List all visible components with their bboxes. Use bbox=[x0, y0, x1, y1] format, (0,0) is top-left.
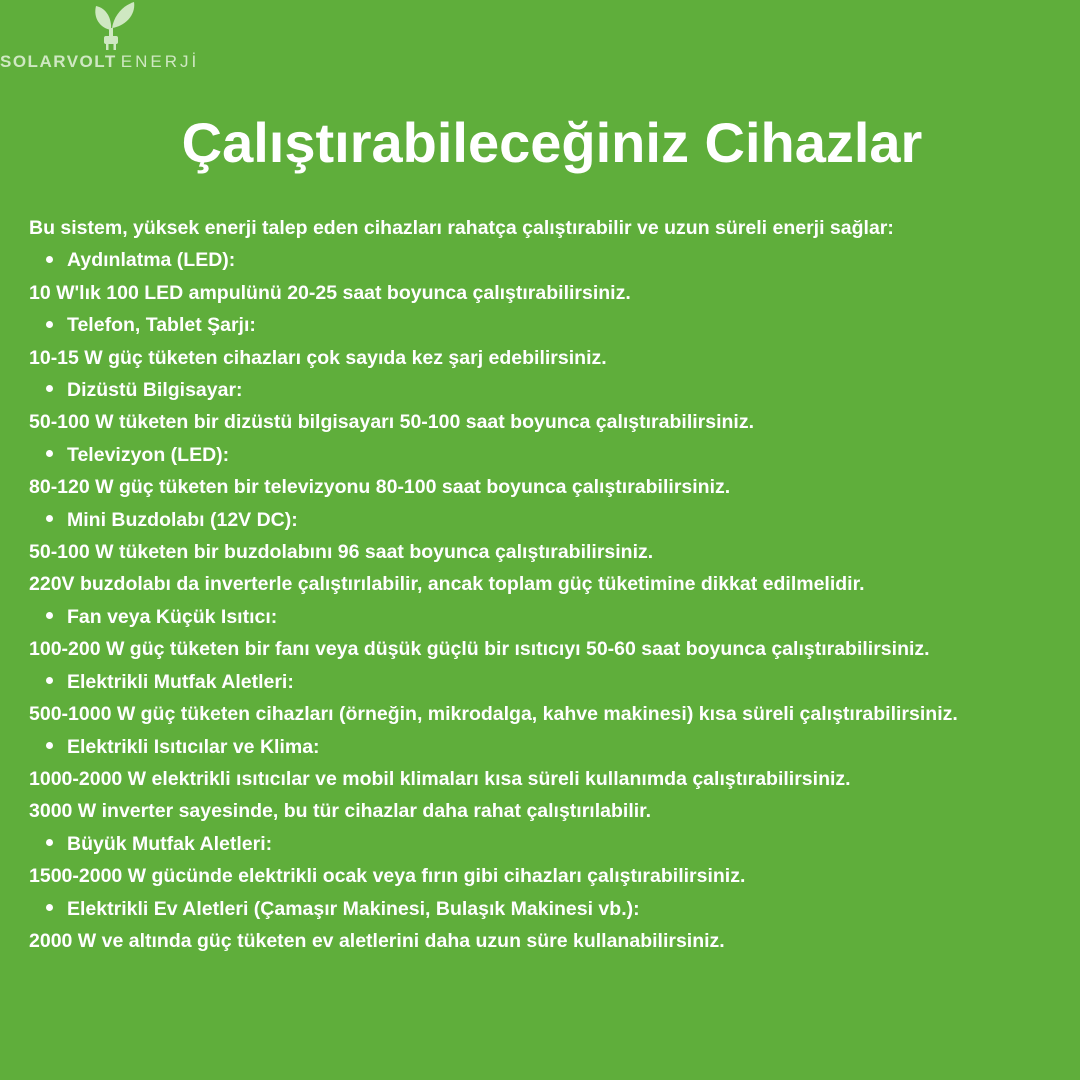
item-heading-text: Elektrikli Ev Aletleri (Çamaşır Makinesi, Bulaşık Makinesi vb.): bbox=[67, 897, 640, 920]
bullet-dot bbox=[46, 677, 53, 684]
item-description: 50-100 W tüketen bir buzdolabını 96 saat boyunca çalıştırabilirsiniz. bbox=[29, 541, 654, 564]
list-item-heading bbox=[29, 244, 1074, 276]
item-description: 100-200 W güç tüketen bir fanı veya düşük güçlü bir ısıtıcıyı 50-60 saat boyunca çalıştırabilirsiniz. bbox=[29, 638, 930, 661]
list-item-heading bbox=[29, 828, 1074, 860]
item-heading-text: Fan veya Küçük Isıtıcı: bbox=[67, 605, 278, 628]
item-heading-text: Telefon, Tablet Şarjı: bbox=[67, 314, 256, 337]
bullet-dot bbox=[46, 742, 53, 749]
item-heading-text: Televizyon (LED): bbox=[67, 443, 230, 466]
bullet-dot bbox=[46, 385, 53, 392]
item-description: 10-15 W güç tüketen cihazları çok sayıda kez şarj edebilirsiniz. bbox=[29, 346, 607, 369]
bullet-dot bbox=[46, 839, 53, 846]
bullet-dot bbox=[46, 321, 53, 328]
list-item-heading bbox=[29, 666, 1074, 698]
item-heading-text: Elektrikli Mutfak Aletleri: bbox=[67, 670, 294, 693]
list-item-heading bbox=[29, 374, 1074, 406]
item-description: 220V buzdolabı da inverterle çalıştırılabilir, ancak toplam güç tüketimine dikkat edilmelidir. bbox=[29, 573, 865, 596]
item-description: 1500-2000 W gücünde elektrikli ocak veya fırın gibi cihazları çalıştırabilirsiniz. bbox=[29, 865, 746, 888]
item-description: 80-120 W güç tüketen bir televizyonu 80-100 saat boyunca çalıştırabilirsiniz. bbox=[29, 476, 731, 499]
brand-logo bbox=[0, 0, 230, 80]
bullet-dot bbox=[46, 450, 53, 457]
bullet-dot bbox=[46, 904, 53, 911]
item-description: 2000 W ve altında güç tüketen ev aletlerini daha uzun süre kullanabilirsiniz. bbox=[29, 929, 725, 952]
list-item-heading bbox=[29, 601, 1074, 633]
item-heading-text: Mini Buzdolabı (12V DC): bbox=[67, 508, 298, 531]
logo-brand: SOLARVOLT bbox=[0, 52, 117, 71]
list-item-heading bbox=[29, 309, 1074, 341]
item-description: 3000 W inverter sayesinde, bu tür cihazlar daha rahat çalıştırılabilir. bbox=[29, 800, 652, 823]
list-item-heading bbox=[29, 504, 1074, 536]
bullet-dot bbox=[46, 515, 53, 522]
logo-wordmark bbox=[0, 52, 199, 72]
item-description: 1000-2000 W elektrikli ısıtıcılar ve mobil klimaları kısa süreli kullanımda çalıştırabilirsiniz. bbox=[29, 767, 851, 790]
leaf-plug-icon bbox=[84, 0, 138, 52]
bullet-dot bbox=[46, 612, 53, 619]
device-list bbox=[29, 212, 1074, 957]
item-description: 50-100 W tüketen bir dizüstü bilgisayarı 50-100 saat boyunca çalıştırabilirsiniz. bbox=[29, 411, 755, 434]
logo-sub: ENERJİ bbox=[120, 52, 200, 71]
list-item-heading bbox=[29, 731, 1074, 763]
item-description: 10 W'lık 100 LED ampulünü 20-25 saat boyunca çalıştırabilirsiniz. bbox=[29, 281, 631, 304]
item-heading-text: Dizüstü Bilgisayar: bbox=[67, 379, 243, 402]
page-title: Çalıştırabileceğiniz Cihazlar bbox=[181, 111, 923, 174]
item-heading-text: Büyük Mutfak Aletleri: bbox=[67, 832, 273, 855]
bullet-dot bbox=[46, 256, 53, 263]
item-heading-text: Aydınlatma (LED): bbox=[67, 249, 236, 272]
intro-text: Bu sistem, yüksek enerji talep eden cihazları rahatça çalıştırabilir ve uzun süreli enerji sağlar: bbox=[29, 217, 894, 239]
list-item-heading bbox=[29, 439, 1074, 471]
item-description: 500-1000 W güç tüketen cihazları (örneğin, mikrodalga, kahve makinesi) kısa süreli çalıştırabilirsiniz. bbox=[29, 703, 958, 726]
item-heading-text: Elektrikli Isıtıcılar ve Klima: bbox=[67, 735, 320, 758]
list-item-heading bbox=[29, 893, 1074, 925]
